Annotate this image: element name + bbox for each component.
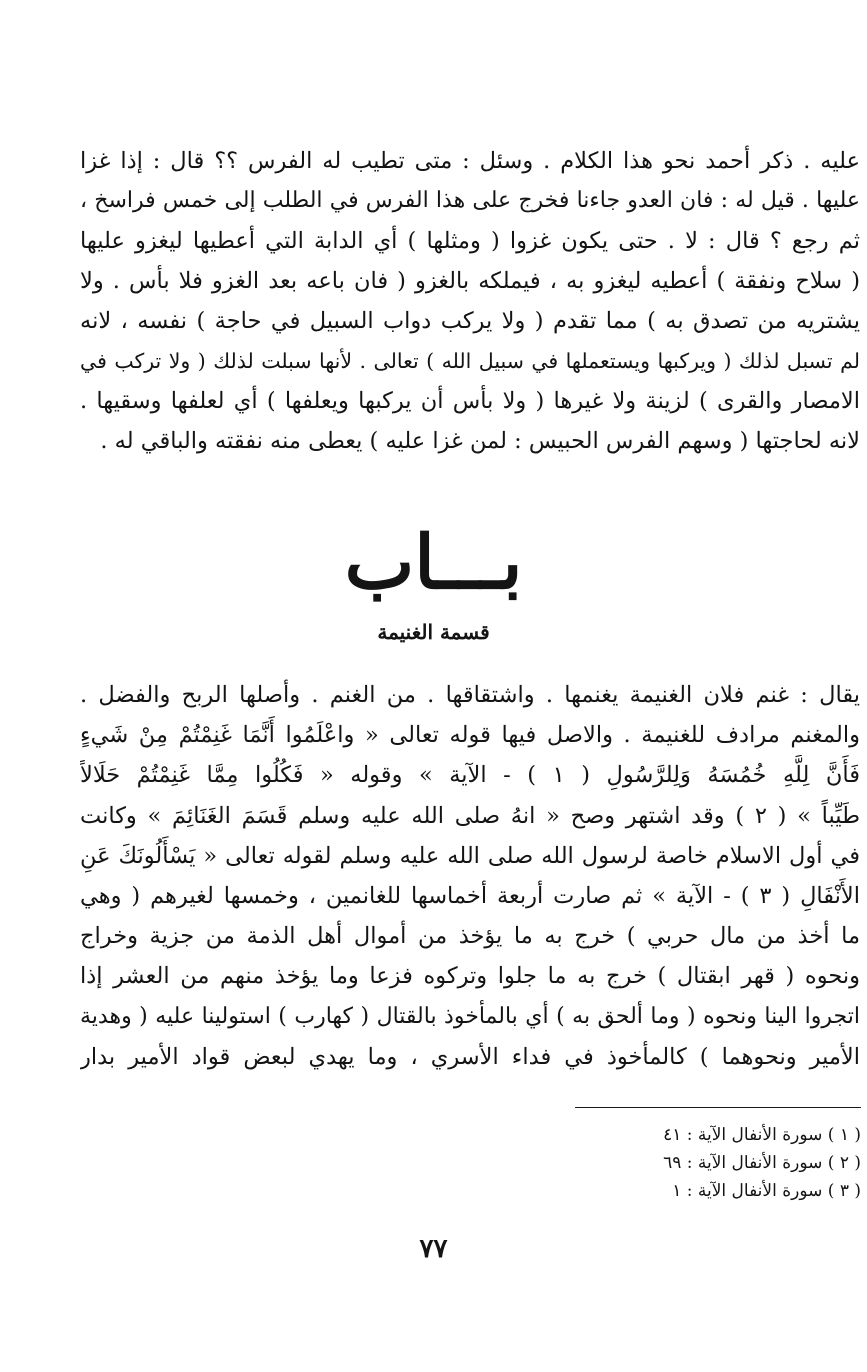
footnote: ( ١ ) سورة الأنفال الآية : ٤١ [663,1125,861,1145]
text-line: لانه لحاجتها ( وسهم الفرس الحبيس : لمن غزا عليه ) يعطى منه نفقته والباقي له . [100,428,860,454]
text-line: لم تسبل لذلك ( ويركبها ويستعملها في سبيل الله ) تعالى . لأنها سبلت لذلك ( ولا تركب في [80,349,860,373]
footnotes [663,1121,861,1205]
text-line: عليه . ذكر أحمد نحو هذا الكلام . وسئل : متى تطيب له الفرس ؟؟ قال : إذا غزا [80,148,860,174]
text-line: الامصار والقرى ) لزينة ولا غيرها ( ولا بأس أن يركبها ويعلفها ) أي لعلفها وسقيها . [80,388,860,414]
text-line: والمغنم مرادف للغنيمة . والاصل فيها قوله تعالى « واعْلَمُوا أَنَّمَا غَنِمْتُمْ مِنْ شَيءٍ [80,722,860,749]
intro-paragraph [80,141,860,461]
footnote: ( ٢ ) سورة الأنفال الآية : ٦٩ [663,1153,861,1173]
text-line: عليها . قيل له : فان العدو جاءنا فخرج على هذا الفرس في الطلب إلى خمس فراسخ ، [80,188,860,213]
text-line: ونحوه ( قهر ابقتال ) خرج به ما جلوا وتركوه فزعا وما يؤخذ منهم من العشر إذا [80,963,860,990]
text-line: اتجروا الينا ونحوه ( وما ألحق به ) أي بالمأخوذ بالقتال ( كهارب ) استولينا عليه ( وهدية [80,1003,860,1029]
text-line: ( سلاح ونفقة ) أعطيه ليغزو به ، فيملكه بالغزو ( فان باعه بعد الغزو فلا بأس . ولا [80,268,860,294]
text-line: الأمير ونحوهما ) كالمأخوذ في فداء الأسري ، وما يهدي لبعض قواد الأمير بدار [80,1043,860,1070]
text-line: طَيِّباً » ( ٢ ) وقد اشتهر وصح « انهُ صلى الله عليه وسلم قَسَمَ الغَنَائِمَ » وكانت [80,802,860,829]
text-line: في أول الاسلام خاصة لرسول الله صلى الله عليه وسلم لقوله تعالى « يَسْأَلُونَكَ عَنِ [80,842,860,869]
text-line: يشتريه من تصدق به ) مما تقدم ( ولا يركب دواب السبيل في حاجة ) نفسه ، لانه [80,308,860,334]
text-line: الأَنْفَالِ ( ٣ ) - الآية » ثم صارت أربعة أخماسها للغانمين ، وخمسها لغيرهم ( وهي [80,883,860,910]
chapter-subtitle: قسمة الغنيمة [377,620,490,644]
chapter-heading: بـــاب [344,520,523,606]
footnote: ( ٣ ) سورة الأنفال الآية : ١ [672,1181,861,1201]
text-line: يقال : غنم فلان الغنيمة يغنمها . واشتقاقها . من الغنم . وأصلها الربح والفضل . [80,682,860,708]
page-number: ٧٧ [419,1234,448,1264]
body-paragraph [80,675,860,1077]
text-line: ثم رجع ؟ قال : لا . حتى يكون غزوا ( ومثلها ) أي الدابة التي أعطيها ليغزو عليها [80,228,860,254]
footnote-divider [575,1107,861,1108]
text-line: فَأَنَّ لِلَّهِ خُمُسَهُ وَلِلرَّسُولِ ( ١ ) - الآية » وقوله « فَكُلُوا مِمَّا غَنِمْتُمْ حَلَالاً [80,762,860,789]
text-line: ما أخذ من مال حربي ) خرج به ما يؤخذ من أموال أهل الذمة من جزية وخراج [80,923,860,950]
